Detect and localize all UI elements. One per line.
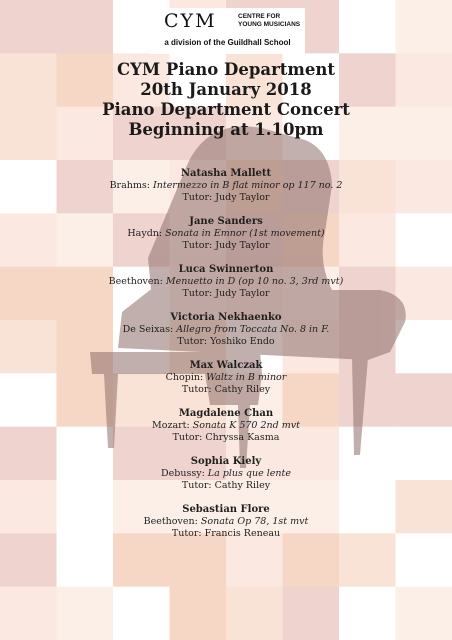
tutor-line: Tutor: Judy Taylor — [182, 288, 270, 299]
performer-name: Magdalene Chan — [178, 408, 274, 419]
programme-list — [0, 167, 452, 551]
tutor-line: Tutor: Judy Taylor — [182, 240, 270, 251]
performer-name: Luca Swinnerton — [178, 264, 274, 275]
tutor-line: Tutor: Yoshiko Endo — [177, 336, 275, 347]
piece-line: Haydn: Sonata in Emnor (1st movement) — [127, 228, 325, 239]
cym-wordmark: CYM — [164, 10, 217, 32]
piece-line: Brahms: Intermezzo in B flat minor op 117 no. 2 — [109, 180, 343, 191]
tutor-line: Tutor: Francis Reneau — [171, 528, 281, 539]
piece-line: Beethoven: Sonata Op 78, 1st mvt — [143, 516, 309, 527]
programme-entry — [0, 215, 452, 252]
piece-line: Debussy: La plus que lente — [161, 468, 291, 479]
tutor-line: Tutor: Cathy Riley — [181, 384, 271, 395]
performer-name: Natasha Mallett — [180, 168, 272, 179]
piece-line: Chopin: Waltz in B minor — [165, 372, 287, 383]
performer-name: Victoria Nekhaenko — [170, 312, 282, 323]
performer-name: Sebastian Flore — [182, 504, 270, 515]
programme-entry — [0, 263, 452, 300]
piece-line: De Seixas: Allegro from Toccata No. 8 in F. — [122, 324, 330, 335]
header-concert-title: Piano Department Concert — [102, 100, 350, 119]
programme-entry — [0, 455, 452, 492]
piece-line: Mozart: Sonata K 570 2nd mvt — [152, 420, 300, 431]
logo-division-text: a division of the Guildhall School — [164, 38, 291, 47]
piece-line: Beethoven: Menuetto in D (op 10 no. 3, 3rd mvt) — [108, 276, 344, 287]
programme-entry — [0, 311, 452, 348]
programme-entry — [0, 407, 452, 444]
header-department: CYM Piano Department — [117, 60, 335, 79]
performer-name: Max Walczak — [189, 360, 263, 371]
cym-logo — [150, 8, 305, 54]
programme-entry — [0, 503, 452, 540]
programme-entry — [0, 359, 452, 396]
programme-entry — [0, 167, 452, 204]
concert-header — [0, 60, 452, 140]
tutor-line: Tutor: Judy Taylor — [182, 192, 270, 203]
performer-name: Sophia Kiely — [190, 456, 262, 467]
performer-name: Jane Sanders — [189, 216, 263, 227]
header-date: 20th January 2018 — [140, 80, 312, 99]
tutor-line: Tutor: Cathy Riley — [181, 480, 271, 491]
logo-subtitle: CENTRE FOR YOUNG MUSICIANS — [238, 13, 301, 28]
tutor-line: Tutor: Chryssa Kasma — [172, 432, 280, 443]
header-start-time: Beginning at 1.10pm — [128, 120, 324, 139]
